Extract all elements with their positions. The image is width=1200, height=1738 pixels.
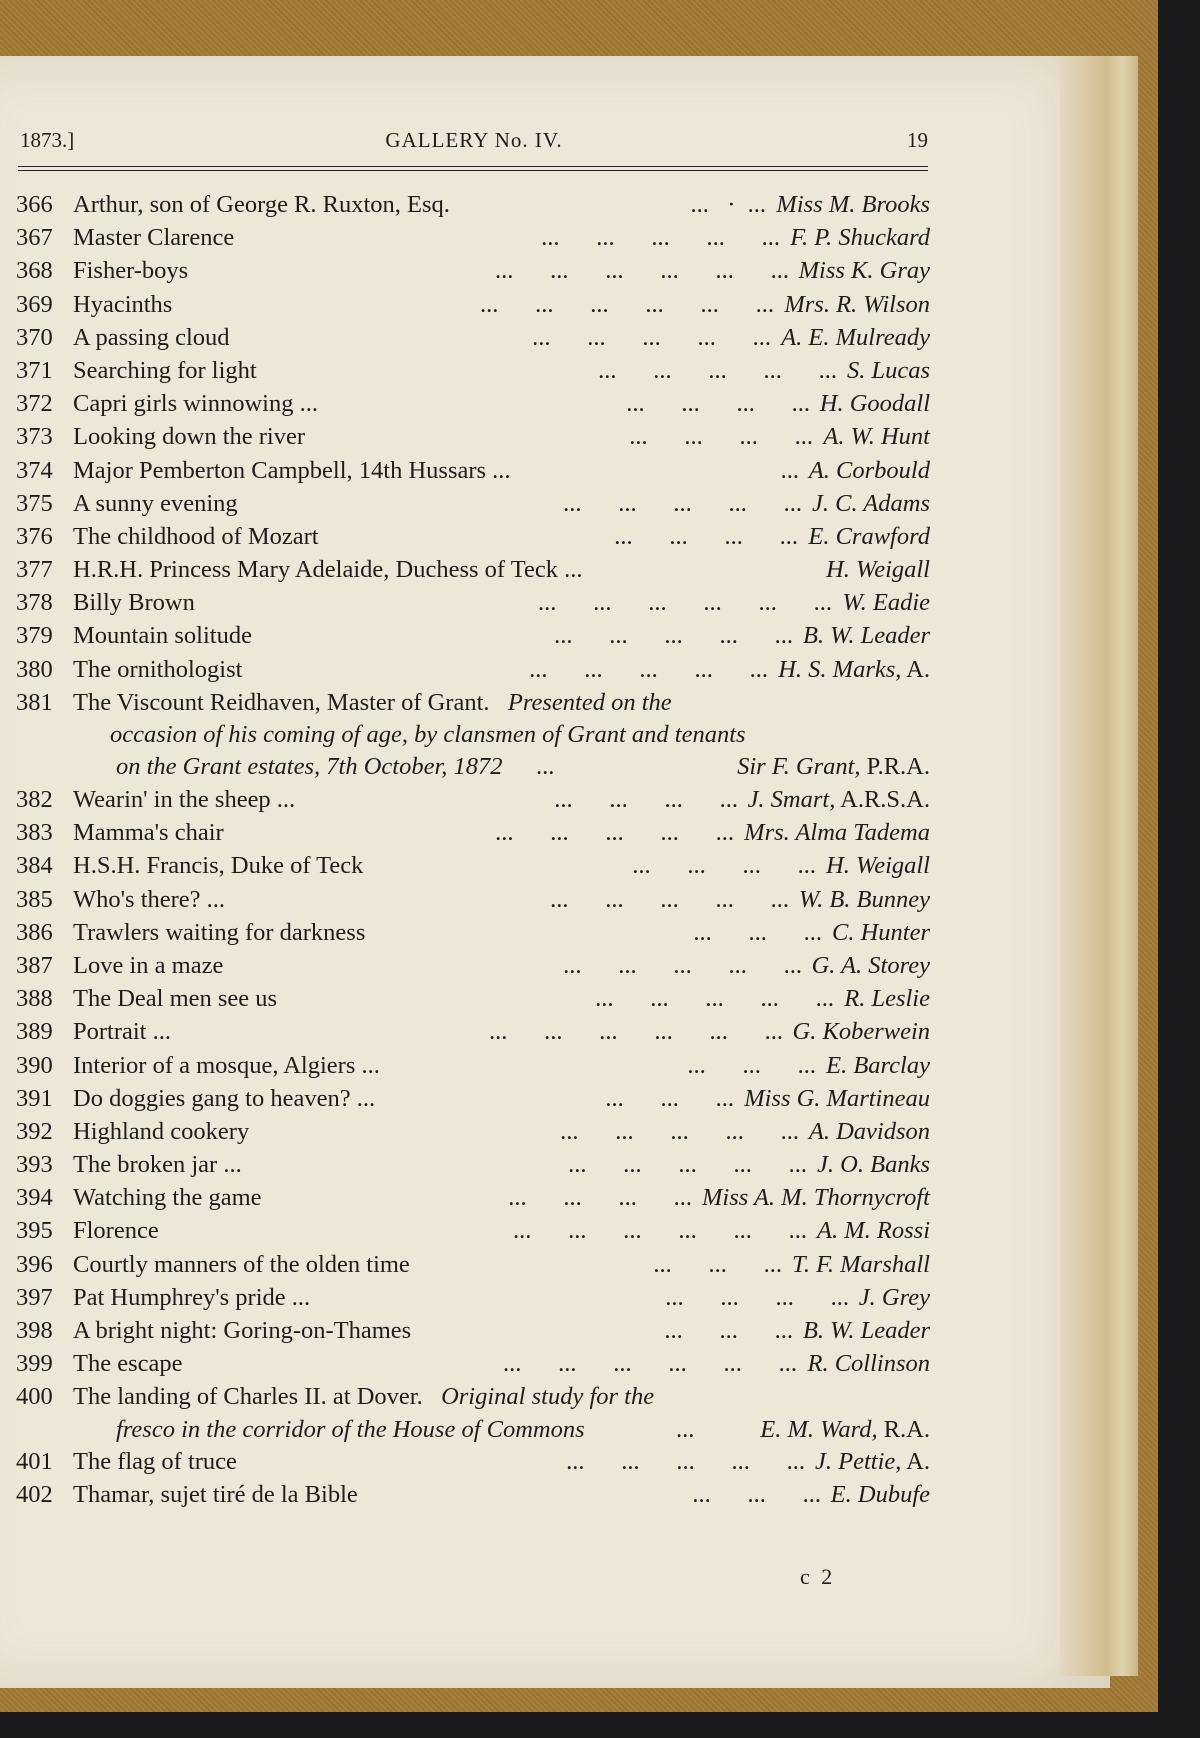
entry-title: [73, 1380, 654, 1413]
entry-artist: [799, 254, 930, 287]
header-gallery: GALLERY No. IV.: [385, 128, 563, 152]
entry-title: A passing cloud: [73, 323, 230, 351]
entry-dots: ... ... ... ... ...: [541, 224, 780, 252]
entry-number: 370: [16, 323, 53, 351]
entry-artist: [803, 619, 930, 652]
header-rule-top: [18, 166, 928, 167]
artist-name: S. Lucas: [846, 356, 930, 384]
entry-dots: ... ... ... ...: [508, 1184, 692, 1212]
entry-artist: [812, 949, 930, 982]
entry-artist: [826, 553, 930, 586]
entry-row: [16, 420, 930, 453]
entry-dots: ... ... ... ... ... ...: [495, 257, 789, 285]
entry-dots: ... ... ...: [605, 1084, 734, 1112]
entry-title: Trawlers waiting for darkness: [73, 918, 366, 946]
entry-continuation: fresco in the corridor of the House of Commons: [116, 1415, 585, 1443]
entry-artist: [778, 653, 930, 686]
entry-title: H.S.H. Francis, Duke of Teck: [73, 852, 364, 880]
entry-title: Arthur, son of George R. Ruxton, Esq.: [73, 191, 450, 218]
entry-row: [16, 1181, 930, 1214]
entry-number: 385: [16, 885, 53, 913]
artist-name: H. S. Marks,: [778, 655, 902, 683]
entry-title: Courtly manners of the olden time: [73, 1250, 410, 1278]
entry-title: The ornithologist: [73, 655, 243, 683]
entry-number: 393: [16, 1151, 53, 1179]
entry-artist: [847, 354, 930, 387]
entry-title: Fisher-boys: [73, 257, 189, 285]
entry-title: Thamar, sujet tiré de la Bible: [73, 1480, 358, 1508]
entry-title: A sunny evening: [73, 489, 238, 517]
entry-title: A bright night: Goring-on-Thames: [73, 1317, 412, 1344]
entry-row: [16, 619, 930, 652]
entry-dots: ... ... ...: [664, 1317, 793, 1344]
entry-number: 376: [16, 522, 53, 550]
artist-name: R. Leslie: [844, 985, 930, 1013]
entry-381-line-3: [16, 750, 930, 783]
entry-number: 366: [16, 191, 53, 218]
entry-row: [16, 916, 930, 949]
page-number: 19: [907, 128, 928, 152]
entry-title: [73, 686, 672, 719]
entry-artist: [784, 288, 930, 321]
entry-title: Watching the game: [73, 1184, 262, 1212]
entry-row: [16, 1445, 930, 1478]
entry-artist: [760, 1414, 930, 1445]
entry-number: 391: [16, 1084, 53, 1112]
entry-number: 394: [16, 1184, 53, 1212]
entry-number: 378: [16, 589, 53, 617]
entry-row: [16, 221, 930, 254]
entry-dots: ... ... ... ...: [614, 522, 798, 550]
entry-artist: [859, 1281, 930, 1314]
entry-artist: [807, 1347, 930, 1380]
entry-number: 367: [16, 224, 53, 252]
artist-name: A. W. Hunt: [823, 423, 930, 451]
artist-name: T. F. Marshall: [792, 1250, 930, 1278]
entry-title: The broken jar ...: [73, 1151, 242, 1179]
entry-row: [16, 1248, 930, 1281]
entry-number: 374: [16, 456, 53, 484]
entry-row: [16, 1478, 930, 1511]
entry-title: Wearin' in the sheep ...: [73, 786, 296, 813]
entry-title: Portrait ...: [73, 1018, 171, 1046]
entry-title: The childhood of Mozart: [73, 522, 319, 550]
entry-row: [16, 849, 930, 882]
entry-dots: ... ... ... ... ...: [563, 951, 802, 979]
entry-number: 387: [16, 951, 53, 979]
entry-dots: ... ... ... ...: [554, 786, 738, 813]
entry-dots: ... ... ...: [692, 1480, 821, 1508]
entry-title: Capri girls winnowing ...: [73, 390, 318, 418]
entry-artist: [817, 1214, 930, 1247]
artist-suffix: P.R.A.: [860, 753, 930, 780]
entry-title: Pat Humphrey's pride ...: [73, 1283, 311, 1311]
entry-artist: [781, 321, 930, 354]
artist-name: J. Grey: [858, 1283, 930, 1311]
entry-number: 369: [16, 290, 53, 318]
artist-name: E. Crawford: [808, 522, 930, 550]
artist-name: A. E. Mulready: [781, 323, 930, 351]
entry-row: [16, 982, 930, 1015]
artist-name: B. W. Leader: [802, 1317, 930, 1344]
entry-dots: ...: [780, 456, 799, 484]
running-header: [20, 128, 928, 162]
entry-title: The flag of truce: [73, 1447, 237, 1475]
artist-suffix: A.R.S.A.: [835, 786, 930, 813]
artist-name: J. O. Banks: [817, 1151, 930, 1179]
entry-title: The Deal men see us: [73, 985, 278, 1013]
artist-suffix: A.: [901, 1447, 930, 1475]
entry-row: [16, 586, 930, 619]
artist-name: J. Smart,: [747, 786, 836, 813]
entry-row: [16, 553, 930, 586]
entry-dots: ... ... ... ... ...: [532, 323, 771, 351]
entry-title: The escape: [73, 1350, 183, 1378]
entry-dots: ... ... ... ... ...: [550, 885, 789, 913]
artist-name: E. Barclay: [826, 1051, 930, 1079]
entry-number: 386: [16, 918, 53, 946]
header-year: 1873.]: [20, 128, 75, 152]
entry-number: 377: [16, 556, 53, 584]
entry-dots: ...: [536, 753, 555, 780]
entry-dots: ... ... ... ... ...: [595, 985, 834, 1013]
artist-name: G. Koberwein: [792, 1018, 930, 1046]
artist-name: G. A. Storey: [811, 951, 930, 979]
entry-row: [16, 1148, 930, 1181]
entry-381-line-2: [16, 719, 930, 750]
entry-381: [16, 686, 930, 719]
entry-number: 379: [16, 622, 53, 650]
entry-row: [16, 1049, 930, 1082]
artist-name: Miss G. Martineau: [744, 1084, 930, 1112]
entry-dots: ... ... ... ... ...: [529, 655, 768, 683]
entry-artist: [803, 1314, 930, 1347]
entry-artist: [817, 1148, 930, 1181]
entry-number: 371: [16, 356, 53, 384]
artist-name: A. Corbould: [808, 456, 930, 484]
page-edges: [1060, 56, 1138, 1676]
entry-row: [16, 1015, 930, 1048]
entry-dots: ... ... ... ...: [665, 1283, 849, 1311]
entry-number: 375: [16, 489, 53, 517]
entry-artist: [793, 1015, 930, 1048]
entry-dots: ... ... ... ...: [626, 390, 810, 418]
entry-row: [16, 487, 930, 520]
entry-number: 388: [16, 985, 53, 1013]
entry-list: [16, 188, 930, 1511]
entry-title: Major Pemberton Campbell, 14th Hussars ...: [73, 456, 511, 484]
entry-dots: ... ... ...: [653, 1250, 782, 1278]
entry-number: 396: [16, 1250, 53, 1278]
entry-artist: [744, 816, 930, 849]
entry-artist: [831, 1478, 930, 1511]
entry-dots: ... ... ... ... ...: [495, 819, 734, 847]
entry-dots: ... ... ... ... ... ...: [489, 1018, 783, 1046]
artist-name: A. M. Rossi: [817, 1217, 930, 1245]
entry-row: [16, 387, 930, 420]
entry-row: [16, 816, 930, 849]
artist-name: Miss M. Brooks: [776, 191, 930, 218]
entry-dots: ... ... ... ... ...: [568, 1151, 807, 1179]
artist-name: E. M. Ward,: [760, 1415, 878, 1443]
entry-dots: ... ... ...: [687, 1051, 816, 1079]
entry-number: 400: [16, 1383, 53, 1411]
entry-artist: [790, 221, 930, 254]
entry-artist: [748, 783, 930, 816]
entry-title-italic: Original study for the: [441, 1383, 655, 1411]
entry-400: [16, 1380, 930, 1413]
entry-dots: ... ... ... ... ...: [598, 356, 837, 384]
entry-artist: [820, 387, 930, 420]
artist-name: W. Eadie: [842, 589, 930, 617]
entry-artist: [826, 1049, 930, 1082]
entry-row: [16, 783, 930, 816]
entry-artist: [792, 1248, 930, 1281]
entry-title: Searching for light: [73, 356, 257, 384]
entry-row: [16, 188, 930, 221]
entry-artist: [812, 487, 930, 520]
entry-number: 397: [16, 1283, 53, 1311]
entry-artist: [744, 1082, 930, 1115]
entry-title: Looking down the river: [73, 423, 306, 451]
artist-name: J. C. Adams: [812, 489, 930, 517]
entry-row: [16, 1281, 930, 1314]
entry-artist: [844, 982, 930, 1015]
artist-name: F. P. Shuckard: [790, 224, 930, 252]
entry-row: [16, 354, 930, 387]
entry-row: [16, 883, 930, 916]
entry-dots: ... ... ... ... ...: [566, 1447, 805, 1475]
entry-number: 389: [16, 1018, 53, 1046]
entry-title: Mountain solitude: [73, 622, 252, 650]
entry-row: [16, 321, 930, 354]
entry-title: Florence: [73, 1217, 159, 1245]
entry-row: [16, 454, 930, 487]
entry-dots: ... ... ... ... ...: [560, 1117, 799, 1145]
entry-title: Master Clarence: [73, 224, 235, 252]
entry-row: [16, 653, 930, 686]
entry-row: [16, 949, 930, 982]
entry-artist: [823, 420, 930, 453]
entry-number: 398: [16, 1317, 53, 1344]
artist-suffix: R.A.: [877, 1415, 930, 1443]
entry-number: 401: [16, 1447, 53, 1475]
entry-number: 384: [16, 852, 53, 880]
entry-dots: ... ... ... ... ...: [554, 622, 793, 650]
entry-artist: [826, 849, 930, 882]
entry-title: Highland cookery: [73, 1117, 250, 1145]
entry-row: [16, 1115, 930, 1148]
entry-title: Who's there? ...: [73, 885, 226, 913]
entry-number: 383: [16, 819, 53, 847]
artist-name: H. Weigall: [826, 556, 930, 584]
entry-title: Interior of a mosque, Algiers ...: [73, 1051, 380, 1079]
entry-row: [16, 520, 930, 553]
header-rule-bottom: [18, 170, 928, 171]
catalogue-page: [0, 56, 1064, 1688]
entry-title: Love in a maze: [73, 951, 224, 979]
entry-400-line-2: [16, 1414, 930, 1445]
entry-continuation: on the Grant estates, 7th October, 1872: [116, 753, 503, 780]
entry-number: 399: [16, 1350, 53, 1378]
entry-number: 390: [16, 1051, 53, 1079]
artist-name: J. Pettie,: [815, 1447, 902, 1475]
entry-title: Billy Brown: [73, 589, 195, 617]
entry-title: H.R.H. Princess Mary Adelaide, Duchess of Teck ...: [73, 556, 583, 584]
entry-number: 368: [16, 257, 53, 285]
entry-row: [16, 288, 930, 321]
entry-row: [16, 254, 930, 287]
entry-number: 372: [16, 390, 53, 418]
artist-name: Mrs. Alma Tadema: [744, 819, 930, 847]
artist-name: C. Hunter: [832, 918, 930, 946]
entry-number: 395: [16, 1217, 53, 1245]
entry-dots: ... ... ... ...: [629, 423, 813, 451]
entry-continuation: occasion of his coming of age, by clansmen of Grant and tenants: [110, 721, 746, 748]
entry-dots: ... ... ...: [693, 918, 822, 946]
entry-title: Do doggies gang to heaven? ...: [73, 1084, 376, 1112]
artist-name: A. Davidson: [808, 1117, 930, 1145]
entry-artist: [737, 750, 930, 783]
artist-name: H. Weigall: [826, 852, 930, 880]
artist-name: W. B. Bunney: [798, 885, 930, 913]
entry-artist: [832, 916, 930, 949]
entry-title: Hyacinths: [73, 290, 173, 318]
entry-number: 373: [16, 423, 53, 451]
signature-mark: c 2: [800, 1564, 836, 1589]
entry-title: Mamma's chair: [73, 819, 224, 847]
entry-dots: ... ... ... ... ... ...: [480, 290, 774, 318]
entry-artist: [799, 883, 930, 916]
artist-name: H. Goodall: [819, 390, 930, 418]
entry-dots: ... ... ... ... ... ...: [538, 589, 832, 617]
artist-name: Miss K. Gray: [798, 257, 930, 285]
artist-suffix: A.: [901, 655, 930, 683]
artist-name: Sir F. Grant,: [737, 753, 861, 780]
entry-title-text: The landing of Charles II. at Dover.: [73, 1383, 423, 1411]
entry-row: [16, 1214, 930, 1247]
entry-number: 380: [16, 655, 53, 683]
artist-name: R. Collinson: [807, 1350, 930, 1378]
artist-name: E. Dubufe: [830, 1480, 930, 1508]
artist-name: Mrs. R. Wilson: [784, 290, 930, 318]
entry-number: 382: [16, 786, 53, 813]
artist-name: Miss A. M. Thornycroft: [702, 1184, 930, 1212]
entry-dots: ... ... ... ... ... ...: [503, 1350, 797, 1378]
entry-title-text: The Viscount Reidhaven, Master of Grant.: [73, 688, 490, 716]
entry-artist: [809, 454, 930, 487]
entry-row: [16, 1347, 930, 1380]
entry-number: 381: [16, 688, 53, 716]
entry-dots: ... · ...: [690, 191, 766, 218]
entry-artist: [809, 1115, 930, 1148]
entry-dots: ...: [676, 1415, 695, 1443]
entry-dots: ... ... ... ...: [632, 852, 816, 880]
entry-number: 402: [16, 1480, 53, 1508]
entry-dots: ... ... ... ... ...: [563, 489, 802, 517]
artist-name: B. W. Leader: [802, 622, 930, 650]
entry-artist: [842, 586, 930, 619]
entry-title-italic: Presented on the: [507, 688, 672, 716]
entry-artist: [776, 188, 930, 221]
entry-number: 392: [16, 1117, 53, 1145]
entry-row: [16, 1082, 930, 1115]
entry-artist: [808, 520, 930, 553]
entry-artist: [815, 1445, 930, 1478]
entry-dots: ... ... ... ... ... ...: [513, 1217, 807, 1245]
entry-row: [16, 1314, 930, 1347]
entry-artist: [702, 1181, 930, 1214]
